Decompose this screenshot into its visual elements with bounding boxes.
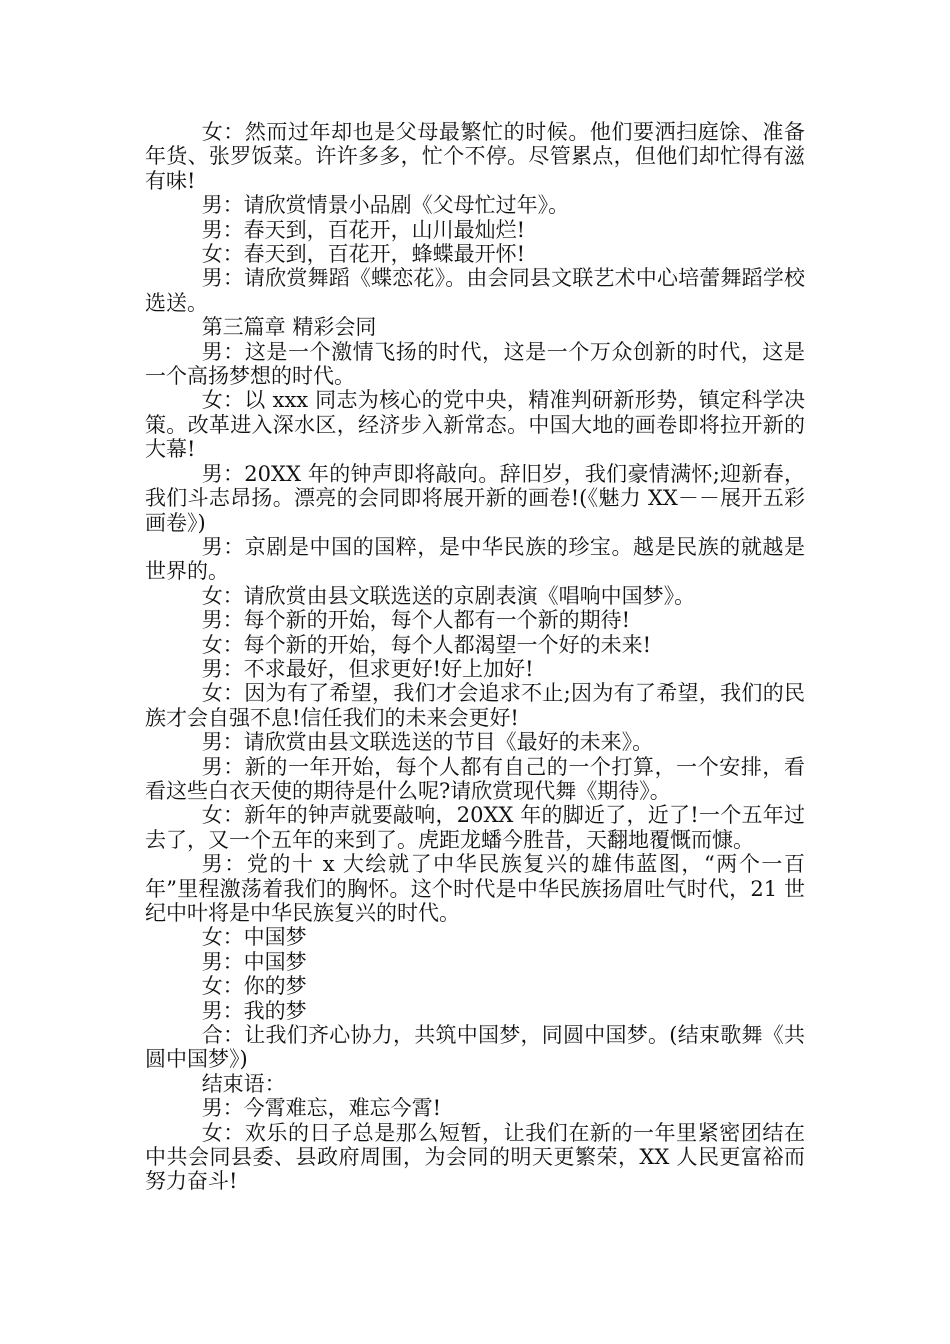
document-body bbox=[145, 120, 805, 1194]
paragraph: 女：春天到，百花开，蜂蝶最开怀! bbox=[201, 242, 526, 267]
section-heading: 第三篇章 精彩会同 bbox=[201, 315, 377, 340]
paragraph: 女：因为有了希望，我们才会追求不止;因为有了希望，我们的民族才会自强不息!信任我们的未来会更好! bbox=[145, 681, 805, 730]
closing-heading: 结束语： bbox=[201, 1071, 286, 1096]
paragraph: 女：欢乐的日子总是那么短暂，让我们在新的一年里紧密团结在中共会同县委、县政府周围，为会同的明天更繁荣，XX 人民更富裕而努力奋斗! bbox=[145, 1120, 805, 1194]
paragraph: 女：以 xxx 同志为核心的党中央，精准判研新形势，镇定科学决策。改革进入深水区，经济步入新常态。中国大地的画卷即将拉开新的大幕! bbox=[145, 388, 805, 462]
paragraph: 女：中国梦 bbox=[201, 925, 307, 950]
paragraph: 男：新的一年开始，每个人都有自己的一个打算，一个安排，看看这些白衣天使的期待是什么呢?请欣赏现代舞《期待》。 bbox=[145, 754, 805, 803]
paragraph: 男：今霄难忘，难忘今霄! bbox=[201, 1096, 442, 1121]
paragraph: 男：京剧是中国的国粹，是中华民族的珍宝。越是民族的就越是世界的。 bbox=[145, 534, 805, 584]
paragraph: 男：这是一个激情飞扬的时代，这是一个万众创新的时代，这是一个高扬梦想的时代。 bbox=[145, 339, 805, 389]
paragraph: 男：每个新的开始，每个人都有一个新的期待! bbox=[201, 608, 631, 633]
paragraph: 男：请欣赏舞蹈《蝶恋花》。由会同县文联艺术中心培蕾舞蹈学校选送。 bbox=[145, 266, 805, 315]
paragraph: 女：然而过年却也是父母最繁忙的时候。他们要洒扫庭馀、准备年货、张罗饭菜。许许多多，忙个不停。尽管累点，但他们却忙得有滋有味! bbox=[145, 120, 805, 193]
paragraph: 男：请欣赏情景小品剧《父母忙过年》。 bbox=[201, 193, 570, 218]
paragraph: 女：每个新的开始，每个人都渴望一个好的未来! bbox=[201, 632, 652, 657]
paragraph: 女：新年的钟声就要敲响，20XX 年的脚近了，近了!一个五年过去了，又一个五年的来到了。虎距龙蟠今胜昔，天翻地覆慨而慷。 bbox=[145, 803, 805, 852]
paragraph: 男：20XX 年的钟声即将敲向。辞旧岁，我们豪情满怀;迎新春，我们斗志昂扬。漂亮的会同即将展开新的画卷!(《魅力 XX－－展开五彩画卷》) bbox=[145, 461, 805, 535]
paragraph: 女：你的梦 bbox=[201, 974, 307, 999]
paragraph: 女：请欣赏由县文联选送的京剧表演《唱响中国梦》。 bbox=[201, 583, 696, 608]
paragraph: 男：党的十 x 大绘就了中华民族复兴的雄伟蓝图，“两个一百年”里程激荡着我们的胸怀。这个时代是中华民族扬眉吐气时代，21 世纪中叶将是中华民族复兴的时代。 bbox=[145, 852, 805, 925]
paragraph: 男：春天到，百花开，山川最灿烂! bbox=[201, 217, 526, 242]
paragraph: 合：让我们齐心协力，共筑中国梦，同圆中国梦。(结束歌舞《共圆中国梦》) bbox=[145, 1023, 805, 1072]
paragraph: 男：请欣赏由县文联选送的节目《最好的未来》。 bbox=[201, 730, 654, 755]
paragraph: 男：不求最好，但求更好!好上加好! bbox=[201, 656, 534, 681]
paragraph: 男：中国梦 bbox=[201, 949, 307, 974]
paragraph: 男：我的梦 bbox=[201, 998, 307, 1023]
